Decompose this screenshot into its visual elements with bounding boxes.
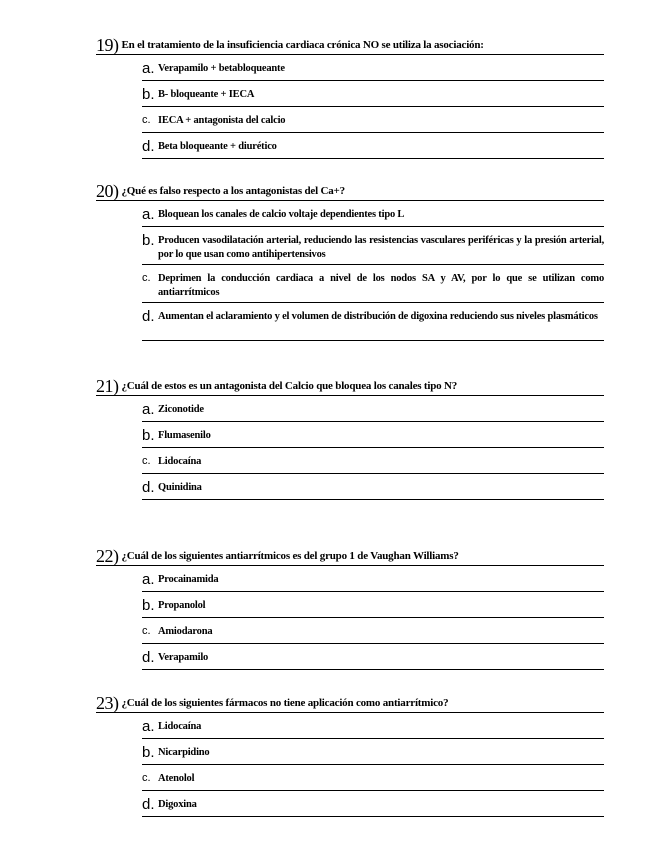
option-letter: d. [142,649,155,666]
option-c [142,269,604,303]
option-a [142,717,604,739]
option-a [142,400,604,422]
question-number: 21) [96,376,119,396]
option-letter: b. [142,427,155,444]
option-text: Beta bloqueante + diurético [158,141,277,152]
option-c [142,452,604,474]
options-list [142,205,604,341]
option-a [142,59,604,81]
option-text: Bloquean los canales de calcio voltaje dependientes tipo L [158,209,405,220]
option-letter: a. [142,60,155,77]
question-header [96,545,604,566]
option-text: Aumentan el aclaramiento y el volumen de distribución de digoxina reduciendo sus niveles plasmáticos [158,311,598,322]
question-text: ¿Cuál de estos es un antagonista del Calcio que bloquea los canales tipo N? [121,380,458,392]
option-letter: a. [142,571,155,588]
option-b [142,231,604,265]
question-22 [96,545,604,670]
option-a [142,205,604,227]
option-letter: b. [142,232,155,249]
option-text: B- bloqueante + IECA [158,89,255,100]
option-text: Propanolol [158,600,206,611]
option-text: Lidocaína [158,456,202,467]
option-text: Procainamida [158,574,219,585]
question-text: ¿Cuál de los siguientes fármacos no tiene aplicación como antiarrítmico? [121,697,449,709]
question-text: ¿Cuál de los siguientes antiarrítmicos es del grupo 1 de Vaughan Williams? [121,550,459,562]
option-letter: b. [142,86,155,103]
question-20 [96,180,604,341]
question-header [96,180,604,201]
question-21 [96,375,604,500]
option-b [142,743,604,765]
option-text: Lidocaína [158,721,202,732]
option-d [142,795,604,817]
question-number: 19) [96,35,119,55]
option-text: Producen vasodilatación arterial, reduciendo las resistencias vasculares periféricas y la presión arterial, por lo que usan como antihipertensivos [158,235,604,260]
option-text: Deprimen la conducción cardiaca a nivel de los nodos SA y AV, por lo que se utilizan como antiarrítmicos [158,273,604,298]
option-letter: c. [142,625,151,637]
question-19 [96,34,604,159]
option-letter: c. [142,272,151,284]
option-d [142,648,604,670]
option-d [142,137,604,159]
option-text: Verapamilo [158,652,209,663]
option-text: Verapamilo + betabloqueante [158,63,285,74]
option-text: Nicarpidino [158,747,210,758]
option-d [142,478,604,500]
option-text: Quinidina [158,482,202,493]
option-letter: a. [142,718,155,735]
question-number: 20) [96,181,119,201]
option-a [142,570,604,592]
option-letter: b. [142,597,155,614]
option-d [142,307,604,341]
question-text: ¿Qué es falso respecto a los antagonistas del Ca+? [121,185,345,197]
option-letter: c. [142,455,151,467]
option-letter: d. [142,796,155,813]
option-text: Amiodarona [158,626,213,637]
option-text: Atenolol [158,773,195,784]
question-text: En el tratamiento de la insuficiencia cardiaca crónica NO se utiliza la asociación: [121,39,484,51]
option-b [142,596,604,618]
options-list [142,570,604,670]
option-letter: c. [142,772,151,784]
option-letter: d. [142,479,155,496]
option-text: IECA + antagonista del calcio [158,115,286,126]
options-list [142,717,604,817]
option-text: Ziconotide [158,404,204,415]
question-header [96,34,604,55]
question-number: 23) [96,693,119,713]
option-letter: d. [142,308,155,325]
question-23 [96,692,604,817]
question-header [96,375,604,396]
option-b [142,85,604,107]
option-letter: c. [142,114,151,126]
question-number: 22) [96,546,119,566]
option-c [142,111,604,133]
option-text: Digoxina [158,799,197,810]
option-b [142,426,604,448]
option-c [142,622,604,644]
option-letter: a. [142,206,155,223]
options-list [142,59,604,159]
options-list [142,400,604,500]
option-text: Flumasenilo [158,430,211,441]
option-letter: a. [142,401,155,418]
option-letter: b. [142,744,155,761]
option-letter: d. [142,138,155,155]
option-c [142,769,604,791]
question-header [96,692,604,713]
